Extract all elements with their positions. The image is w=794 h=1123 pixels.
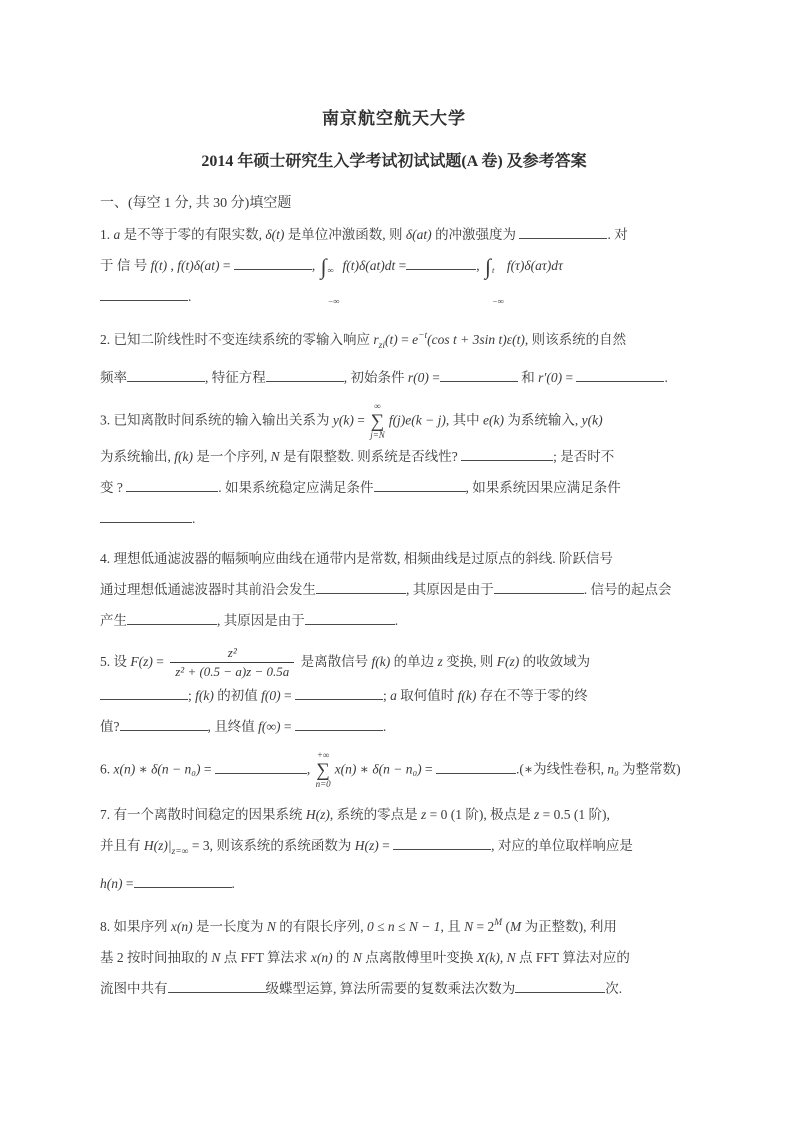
text-run: 2. 已知二阶线性时不变连续系统的零输入响应 bbox=[100, 332, 374, 347]
math-run: f(t)δ(at) bbox=[177, 258, 220, 273]
math-run: z bbox=[421, 807, 427, 823]
text-run: 6. bbox=[100, 761, 114, 777]
text-run: = 3, 则该系统的系统函数为 bbox=[188, 838, 355, 854]
text-run: 取何值时 bbox=[396, 688, 458, 704]
question-line bbox=[100, 680, 688, 711]
sum-lower-limit: j=N bbox=[370, 429, 385, 440]
text-run: , 初始条件 bbox=[343, 370, 408, 385]
question-4 bbox=[100, 543, 688, 636]
text-run: 8. 如果序列 bbox=[100, 919, 171, 935]
question-line bbox=[100, 402, 688, 441]
question-5 bbox=[100, 645, 688, 743]
math-subscript: zi bbox=[378, 341, 385, 351]
question-line bbox=[100, 250, 688, 306]
question-line bbox=[100, 472, 688, 503]
math-superscript: M bbox=[494, 918, 503, 929]
math-run: x(n) ∗ δ(n − n₀) bbox=[113, 761, 201, 777]
answer-blank bbox=[215, 760, 307, 774]
answer-blank bbox=[295, 717, 383, 731]
text-run: = bbox=[421, 761, 437, 777]
answer-blank bbox=[393, 836, 491, 850]
text-run: , bbox=[306, 761, 314, 777]
answer-blank bbox=[266, 368, 344, 382]
answer-blank bbox=[295, 686, 383, 700]
math-run: r bbox=[373, 332, 379, 347]
integral-upper-limit: t bbox=[492, 264, 495, 275]
question-line bbox=[100, 503, 688, 534]
text-run: 的冲激强度为 bbox=[431, 227, 520, 242]
math-run: f(τ)δ(aτ)dτ bbox=[506, 258, 563, 273]
text-run: . bbox=[231, 876, 235, 892]
sigma-glyph: ∑ bbox=[316, 760, 330, 782]
exam-sheet bbox=[100, 104, 688, 1013]
math-run: x(n) bbox=[310, 950, 333, 966]
question-2 bbox=[100, 321, 688, 393]
question-line bbox=[100, 281, 688, 312]
math-run: δ(t) bbox=[265, 227, 285, 242]
question-line bbox=[100, 605, 688, 636]
text-run: 是一个序列, bbox=[192, 448, 271, 464]
math-run: f(t) bbox=[150, 258, 168, 273]
answer-blank bbox=[406, 256, 476, 270]
question-line bbox=[100, 574, 688, 605]
text-run: 4. 理想低通滤波器的幅频响应曲线在通带内是常数, 相频曲线是过原点的斜线. 阶跃信号 bbox=[100, 550, 613, 566]
text-run: = bbox=[397, 332, 413, 347]
answer-blank bbox=[515, 979, 605, 993]
text-run: 级蝶型运算, 算法所需要的复数乘法次数为 bbox=[265, 981, 516, 997]
math-run: x(n) ∗ δ(n − n₀) bbox=[334, 761, 422, 777]
sum-upper-limit: ∞ bbox=[374, 401, 381, 411]
text-run: = 2 bbox=[473, 919, 495, 935]
math-run: f(0) bbox=[261, 688, 281, 704]
math-run: M bbox=[510, 919, 522, 935]
math-run: a bbox=[113, 227, 121, 242]
text-run: 7. 有一个离散时间稳定的因果系统 bbox=[100, 807, 306, 823]
text-run: 产生 bbox=[100, 612, 127, 628]
question-line bbox=[100, 830, 688, 868]
question-line bbox=[100, 219, 688, 250]
text-run: 的收敛域为 bbox=[519, 653, 591, 669]
integral-glyph: ∫ bbox=[320, 253, 327, 279]
text-run: 的 bbox=[332, 950, 353, 966]
text-run: , bbox=[499, 950, 507, 966]
text-run: 是有限整数. 则系统是否线性? bbox=[279, 448, 462, 464]
question-6 bbox=[100, 751, 688, 790]
text-run: , bbox=[167, 258, 178, 273]
math-run: H(z) bbox=[354, 838, 379, 854]
text-run: 是一长度为 bbox=[192, 919, 267, 935]
math-run: N bbox=[270, 448, 280, 464]
section-heading: 一、(每空 1 分, 共 30 分)填空题 bbox=[100, 196, 292, 211]
math-run: F(z) bbox=[496, 653, 520, 669]
text-run: , 对应的单位取样响应是 bbox=[491, 838, 633, 854]
text-run: . bbox=[188, 289, 192, 304]
math-run: z bbox=[437, 653, 443, 669]
sum-lower-limit: n=0 bbox=[315, 779, 331, 790]
text-run: 次. bbox=[605, 981, 623, 997]
math-run: y(k) bbox=[581, 412, 603, 428]
math-run: e(k) bbox=[483, 412, 505, 428]
text-run: ( bbox=[502, 919, 510, 935]
text-run: = bbox=[280, 688, 295, 704]
question-7 bbox=[100, 799, 688, 899]
math-run: f(k) bbox=[174, 448, 193, 464]
answer-blank bbox=[461, 447, 553, 461]
math-run: z bbox=[534, 807, 540, 823]
text-run: , 如果系统因果应满足条件 bbox=[465, 479, 621, 495]
fraction bbox=[170, 645, 294, 681]
integral-limits bbox=[492, 255, 504, 306]
fraction-numerator: z² bbox=[170, 645, 294, 663]
answer-blank bbox=[168, 979, 266, 993]
math-run: N bbox=[464, 919, 474, 935]
text-run: 点 FFT 算法对应的 bbox=[515, 950, 630, 966]
math-run: F(z) bbox=[130, 653, 153, 669]
integral-lower-limit: −∞ bbox=[327, 295, 340, 306]
text-run: .(∗为线性卷积, bbox=[516, 761, 608, 777]
text-run: 变 ? bbox=[100, 479, 127, 495]
question-line bbox=[100, 362, 688, 393]
answer-blank bbox=[519, 225, 607, 239]
text-run: 的有限长序列, bbox=[275, 919, 367, 935]
sum-operator bbox=[316, 751, 331, 790]
text-run: 值? bbox=[100, 719, 120, 735]
math-run: r′(0) bbox=[538, 370, 563, 385]
question-line bbox=[100, 321, 688, 362]
text-run: = bbox=[395, 258, 407, 273]
math-run: (cos t + 3sin t)ε(t) bbox=[427, 332, 525, 347]
integral-lower-limit: −∞ bbox=[492, 295, 504, 306]
text-run: = 0.5 (1 阶), bbox=[539, 807, 610, 823]
question-line bbox=[100, 751, 688, 790]
text-run: , bbox=[476, 258, 483, 273]
answer-blank bbox=[100, 287, 188, 301]
text-run: 3. 已知离散时间系统的输入输出关系为 bbox=[100, 412, 333, 428]
page-subtitle: 2014 年硕士研究生入学考试初试试题(A 卷) 及参考答案 bbox=[201, 153, 587, 170]
text-run: 的单边 bbox=[390, 653, 438, 669]
text-run: . bbox=[394, 612, 399, 628]
math-run: f(k) bbox=[457, 688, 477, 704]
integral-operator bbox=[320, 253, 341, 306]
text-run: , 且 bbox=[440, 919, 465, 935]
text-run: 变换, 则 bbox=[442, 653, 497, 669]
text-run: = bbox=[122, 876, 134, 892]
text-run: = bbox=[353, 412, 369, 428]
text-run: = bbox=[152, 653, 168, 669]
math-run: e bbox=[412, 332, 419, 347]
text-run: ; bbox=[383, 688, 391, 704]
math-run: H(z) bbox=[305, 807, 330, 823]
question-line bbox=[100, 711, 688, 742]
math-run: r(0) bbox=[407, 370, 429, 385]
text-run: , 其中 bbox=[445, 412, 484, 428]
text-run: 是单位冲激函数, 则 bbox=[284, 227, 406, 242]
answer-blank bbox=[436, 760, 516, 774]
question-3 bbox=[100, 402, 688, 534]
page-title: 南京航空航天大学 bbox=[322, 109, 466, 128]
math-run: H(z)| bbox=[143, 838, 172, 854]
text-run: = 0 (1 阶), 极点是 bbox=[426, 807, 534, 823]
integral-limits bbox=[327, 255, 340, 306]
text-run: 为系统输入, bbox=[504, 412, 582, 428]
text-run: 基 2 按时间抽取的 bbox=[100, 950, 212, 966]
text-run: ; bbox=[188, 688, 196, 704]
math-run: 0 ≤ n ≤ N − 1 bbox=[367, 919, 441, 935]
questions-container bbox=[100, 219, 688, 1004]
math-subscript: z=∞ bbox=[171, 847, 189, 858]
answer-blank bbox=[305, 611, 395, 625]
answer-blank bbox=[440, 368, 518, 382]
text-run: , 系统的零点是 bbox=[329, 807, 421, 823]
text-run: = bbox=[219, 258, 234, 273]
integral-upper-limit: ∞ bbox=[327, 264, 334, 275]
text-run: . bbox=[382, 719, 387, 735]
question-line bbox=[100, 973, 688, 1004]
math-run: N bbox=[352, 950, 362, 966]
math-run: n₀ bbox=[607, 761, 619, 777]
question-1 bbox=[100, 219, 688, 312]
answer-blank bbox=[100, 686, 188, 700]
math-run: f(t)δ(at)dt bbox=[342, 258, 396, 273]
answer-blank bbox=[494, 580, 584, 594]
text-run: 5. 设 bbox=[100, 653, 131, 669]
question-line bbox=[100, 543, 688, 574]
text-run: = bbox=[200, 761, 215, 777]
answer-blank bbox=[134, 874, 232, 888]
integral-glyph: ∫ bbox=[484, 253, 492, 279]
text-run: , 则该系统的自然 bbox=[524, 332, 627, 347]
text-run: . bbox=[192, 510, 196, 526]
text-run: 存在不等于零的终 bbox=[476, 688, 588, 704]
sum-operator bbox=[370, 402, 385, 441]
question-line bbox=[100, 868, 688, 899]
answer-blank bbox=[127, 368, 205, 382]
question-8 bbox=[100, 908, 688, 1004]
text-run: = bbox=[378, 838, 394, 854]
question-line bbox=[100, 799, 688, 830]
answer-blank bbox=[316, 580, 406, 594]
math-run: N bbox=[211, 950, 221, 966]
text-run: , 其原因是由于 bbox=[217, 612, 305, 628]
text-run: = bbox=[280, 719, 295, 735]
math-run: y(k) bbox=[332, 412, 354, 428]
answer-blank bbox=[120, 717, 208, 731]
math-run: f(k) bbox=[371, 653, 391, 669]
question-line bbox=[100, 645, 688, 681]
text-run: . 信号的起点会 bbox=[583, 581, 672, 597]
question-line bbox=[100, 942, 688, 973]
math-run: N bbox=[506, 950, 516, 966]
text-run: 通过理想低通滤波器时其前沿会发生 bbox=[100, 581, 316, 597]
text-run: = bbox=[428, 370, 440, 385]
text-run: , 其原因是由于 bbox=[406, 581, 494, 597]
question-line bbox=[100, 441, 688, 472]
math-superscript: −t bbox=[418, 331, 428, 341]
text-run: 于 信 号 bbox=[100, 258, 151, 273]
text-run: , bbox=[311, 258, 319, 273]
text-run: , 且终值 bbox=[207, 719, 259, 735]
text-run: . 如果系统稳定应满足条件 bbox=[218, 479, 374, 495]
math-run: f(k) bbox=[195, 688, 214, 704]
text-run: . 对 bbox=[607, 227, 628, 242]
math-run: X(k) bbox=[476, 950, 500, 966]
answer-blank bbox=[100, 509, 192, 523]
answer-blank bbox=[374, 478, 466, 492]
text-run: 为系统输出, bbox=[100, 448, 175, 464]
text-run: 1. bbox=[100, 227, 114, 242]
math-run: h(n) bbox=[100, 876, 123, 892]
text-run: 点离散傅里叶变换 bbox=[361, 950, 477, 966]
text-run: 频率 bbox=[100, 370, 127, 385]
text-run: = bbox=[562, 370, 577, 385]
sigma-glyph: ∑ bbox=[370, 410, 385, 432]
text-run: 为正整数), 利用 bbox=[521, 919, 617, 935]
math-run: x(n) bbox=[170, 919, 193, 935]
text-run: 是不等于零的有限实数, bbox=[120, 227, 266, 242]
answer-blank bbox=[127, 611, 217, 625]
text-run: 为整常数) bbox=[618, 761, 681, 777]
math-run: δ(at) bbox=[405, 227, 432, 242]
answer-blank bbox=[126, 478, 218, 492]
text-run: ; 是否时不 bbox=[553, 448, 615, 464]
math-run: (t) bbox=[384, 332, 398, 347]
text-run: 是离散信号 bbox=[297, 653, 372, 669]
sum-upper-limit: +∞ bbox=[316, 750, 330, 761]
math-run: f(∞) bbox=[258, 719, 281, 735]
text-run: 和 bbox=[517, 370, 539, 385]
math-run: f(j)e(k − j) bbox=[388, 412, 446, 428]
math-run: N bbox=[266, 919, 276, 935]
text-run: 并且有 bbox=[100, 838, 144, 854]
text-run: 流图中共有 bbox=[100, 981, 168, 997]
math-run: a bbox=[390, 688, 397, 704]
text-run: , 特征方程 bbox=[205, 370, 266, 385]
text-run: . bbox=[664, 370, 668, 385]
answer-blank bbox=[576, 368, 664, 382]
fraction-denominator: z² + (0.5 − a)z − 0.5a bbox=[175, 664, 290, 680]
integral-operator bbox=[484, 253, 505, 306]
text-run: 的初值 bbox=[213, 688, 262, 704]
text-run: 点 FFT 算法求 bbox=[220, 950, 311, 966]
question-line bbox=[100, 908, 688, 942]
answer-blank bbox=[234, 256, 312, 270]
